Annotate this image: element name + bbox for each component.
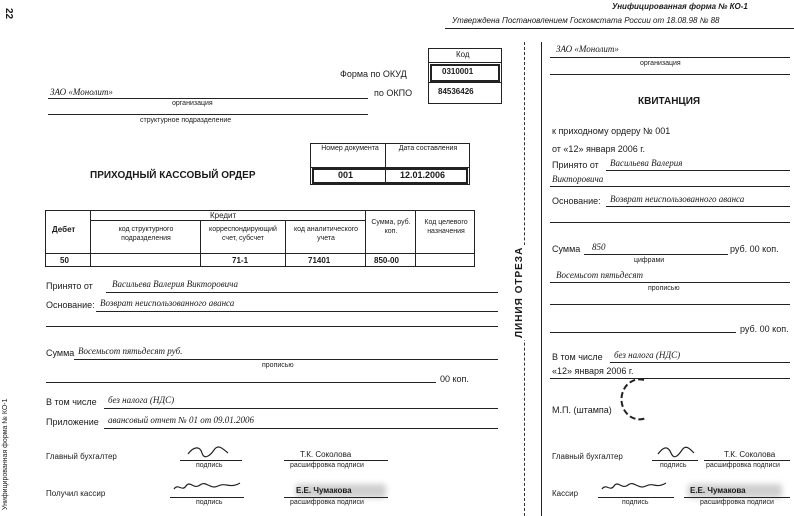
receipt-basis-value: Возврат неиспользованного аванса [610,194,745,204]
date-header: Дата составления [398,145,458,152]
okud-value: 0310001 [442,67,474,76]
row-amount: 850-00 [374,256,399,265]
date-value: 12.01.2006 [400,170,446,180]
receipt-date-value: «12» января 2006 г. [552,366,634,376]
cashier-decoding-caption: расшифровка подписи [290,499,364,506]
received-from-label: Принято от [46,281,93,291]
code-header: Код [456,50,470,59]
cashier-name: Е.Е. Чумакова [296,486,352,495]
vertical-form-label: Унифицированная форма № КО-1 [2,398,9,510]
receipt-cashier-signature [600,480,668,494]
sum-caption: прописью [262,362,294,369]
basis-label: Основание: [46,300,95,310]
receipt-org-name: ЗАО «Монолит» [556,44,619,54]
credit-header: Кредит [210,211,237,220]
amount-header: Сумма, руб. коп. [371,219,411,235]
sum-tail: 00 коп. [440,374,469,384]
receipt-stamp-label: М.П. (штампа) [552,405,612,415]
receipt-order-date: от «12» января 2006 г. [552,144,645,154]
received-from-value: Васильева Валерия Викторовича [112,279,238,289]
tear-line-label: ЛИНИЯ ОТРЕЗА [514,246,525,338]
receipt-sum-figures-caption: цифрами [634,257,665,264]
receipt-sum-label: Сумма [552,244,581,254]
order-org-name: ЗАО «Монолит» [50,87,113,97]
doc-number-value: 001 [338,170,354,180]
receipt-cashier-decoding-caption: расшифровка подписи [700,499,774,506]
credit-sub-account: корреспондирующий счет, субсчет [209,226,277,242]
receipt-sum-words-caption: прописью [648,285,680,292]
credit-sub-division: код структурного подразделения [118,226,174,242]
row-analytic: 71401 [308,256,331,265]
receipt-sum-words: Восемьсот пятьдесят [556,270,643,280]
chief-signature-caption: подпись [196,462,223,469]
including-label: В том числе [46,397,97,407]
okpo-value: 84536426 [438,87,474,96]
appendix-value: авансовый отчет № 01 от 09.01.2006 [108,415,254,425]
stamp-mark [614,376,656,422]
receipt-including-label: В том числе [552,352,603,362]
receipt-chief-signature-caption: подпись [660,462,687,469]
receipt-received-label: Принято от [552,160,599,170]
receipt-sum-figures: 850 [592,242,606,252]
receipt-cashier-name: Е.Е. Чумакова [690,486,746,495]
receipt-chief-decoding-caption: расшифровка подписи [706,462,780,469]
debit-header: Дебет [52,225,76,234]
chief-accountant-name: Т.К. Соколова [300,450,352,459]
cashier-signature [172,480,242,494]
row-debit: 50 [60,256,69,265]
chief-accountant-label: Главный бухгалтер [46,452,117,461]
receipt-order-ref: к приходному ордеру № 001 [552,126,671,136]
order-org-caption: организация [172,100,213,107]
receipt-org-caption: организация [640,60,681,67]
cashier-label: Получил кассир [46,489,106,498]
form-approval-line: Утверждена Постановлением Госкомстата России от 18.08.98 № 88 [452,16,720,25]
receipt-sum-tail: руб. 00 коп. [740,324,789,334]
page-number: 22 [3,8,14,20]
basis-value: Возврат неиспользованного аванса [100,298,235,308]
receipt-sum-figures-tail: руб. 00 коп. [730,244,779,254]
receipt-received-value2: Викторовича [552,174,604,184]
receipt-received-value: Васильева Валерия [610,158,683,168]
receipt-including-value: без налога (НДС) [614,350,681,360]
chief-accountant-signature [186,444,230,458]
receipt-chief-name: Т.К. Соколова [724,450,776,459]
receipt-cashier-signature-caption: подпись [622,499,649,506]
cashier-signature-caption: подпись [196,499,223,506]
including-value: без налога (НДС) [108,395,175,405]
credit-sub-analytic: код аналитического учета [293,226,359,242]
receipt-title: КВИТАНЦИЯ [638,96,701,107]
order-title: ПРИХОДНЫЙ КАССОВЫЙ ОРДЕР [90,170,256,181]
row-account: 71-1 [232,256,249,265]
okpo-label: по ОКПО [374,88,413,98]
chief-decoding-caption: расшифровка подписи [290,462,364,469]
receipt-chief-label: Главный бухгалтер [552,452,623,461]
receipt-basis-label: Основание: [552,196,601,206]
purpose-header: Код целевого назначения [424,219,468,235]
doc-number-header: Номер документа [321,145,379,152]
form-title-line: Унифицированная форма № КО-1 [612,2,748,11]
receipt-chief-signature [656,444,696,458]
sum-words: Восемьсот пятьдесят руб. [78,346,183,356]
appendix-label: Приложение [46,417,99,427]
receipt-cashier-label: Кассир [552,489,579,498]
okud-label: Форма по ОКУД [340,69,407,79]
order-division-caption: структурное подразделение [140,117,232,124]
sum-label: Сумма [46,348,75,358]
